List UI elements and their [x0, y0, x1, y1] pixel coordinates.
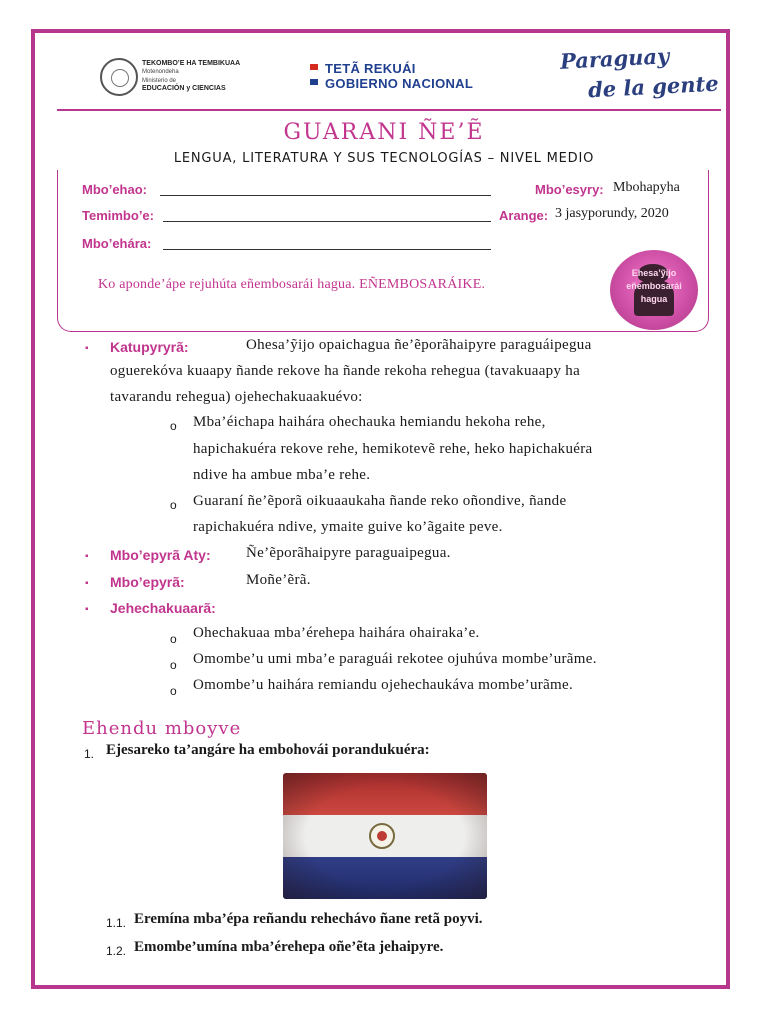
header-divider: [57, 109, 721, 111]
paraguay-flag-image: [283, 773, 487, 899]
badge-line3: hagua: [640, 294, 668, 304]
q1-number: 1.: [84, 747, 95, 761]
badge-line1: Ehesa’ỹijo: [631, 268, 677, 278]
date-label: Arange:: [499, 208, 549, 223]
teacher-label: Mbo’ehao:: [82, 182, 147, 197]
epyra-value: Moñe’ẽrã.: [246, 572, 311, 588]
flag-red-bar-icon: [310, 64, 318, 70]
ministry-name: TEKOMBO’E HA TEMBIKUAA: [142, 60, 241, 67]
katupyry-line1: Ohesa’ỹijo opaichagua ñe’ẽporãhaipyre paraguáipegua: [246, 337, 592, 353]
q12-number: 1.2.: [106, 944, 127, 958]
exercise-title: Ehendu mboyve: [82, 718, 242, 739]
jehecha-label: Jehechakuaarã:: [110, 600, 216, 616]
student-field[interactable]: [163, 221, 491, 222]
sub2-line1: Guaraní ñe’ẽporã oikuaaukaha ñande reko oñondive, ñande: [193, 493, 567, 509]
jehecha-item-1: Ohechakuaa mba’érehepa haihára ohairaka’e.: [193, 625, 480, 641]
grade-value: Mbohapyha: [613, 180, 680, 195]
ministry-logo: [100, 58, 280, 98]
q12-text: Emombe’umína mba’érehepa oñe’ẽta jehaipyre.: [134, 939, 444, 955]
instruction-text: Ko aponde’ápe rejuhúta eñembosarái hagua. EÑEMBOSARÁIKE.: [98, 277, 486, 292]
q11-text: Eremína mba’épa reñandu rehechávo ñane retã poyvi.: [134, 911, 483, 927]
katupyry-label: Katupyryrã:: [110, 339, 189, 355]
q1-text: Ejesareko ta’angáre ha embohovái porandukuéra:: [106, 742, 430, 758]
circle-bullet-icon: o: [170, 419, 177, 433]
flag-texture: [283, 773, 487, 899]
jehecha-item-3: Omombe’u haihára remiandu ojehechaukáva mombe’urãme.: [193, 677, 574, 693]
ministry-line1: Ministerio de: [142, 78, 177, 84]
school-field[interactable]: [163, 249, 491, 250]
q11-number: 1.1.: [106, 916, 127, 930]
teacher-field[interactable]: [160, 195, 491, 196]
paraguay-brand-logo: [559, 43, 720, 106]
sub2-line2: rapichakuéra ndive, ymaite guive ko’ãgaite peve.: [193, 519, 503, 535]
circle-bullet-icon: o: [170, 658, 177, 672]
grade-label: Mbo’esyry:: [535, 182, 604, 197]
aty-value: Ñe’ẽporãhaipyre paraguaipegua.: [246, 545, 451, 561]
circle-bullet-icon: o: [170, 632, 177, 646]
student-label: Temimbo’e:: [82, 208, 154, 223]
brand-line1: Paraguay: [559, 43, 670, 74]
bullet-icon: ▪: [85, 578, 89, 589]
page-title: GUARANI ÑE’Ẽ: [283, 120, 485, 145]
page-subtitle: LENGUA, LITERATURA Y SUS TECNOLOGÍAS – NIVEL MEDIO: [173, 151, 595, 166]
brand-line2: de la gente: [587, 70, 720, 103]
circle-bullet-icon: o: [170, 684, 177, 698]
sub1-line1: Mba’éichapa haihára ohechauka hemiandu hekoha rehe,: [193, 414, 546, 430]
sub1-line3: ndive ha ambue mba’e rehe.: [193, 467, 371, 483]
date-value: 3 jasyporundy, 2020: [555, 206, 669, 221]
flag-blue-bar-icon: [310, 79, 318, 85]
katupyry-line3: tavarandu rehegua) ojehechakuaakuévo:: [110, 389, 363, 405]
bullet-icon: ▪: [85, 551, 89, 562]
school-label: Mbo’ehára:: [82, 236, 152, 251]
jehecha-item-2: Omombe’u umi mba’e paraguái rekotee ojuhúva mombe’urãme.: [193, 651, 597, 667]
ministry-sub: Motenondeha: [142, 69, 179, 75]
ministry-line2: EDUCACIÓN y CIENCIAS: [142, 85, 226, 92]
sub1-line2: hapichakuéra rekove rehe, hemikotevẽ rehe, heko hapichakuéra: [193, 441, 593, 457]
gov-line2: GOBIERNO NACIONAL: [325, 76, 474, 91]
katupyry-line2: oguerekóva kuaapy ñande rekove ha ñande rekoha rehegua (tavakuaapy ha: [110, 363, 581, 379]
bullet-icon: ▪: [85, 343, 89, 354]
national-seal-icon: [100, 58, 138, 96]
aty-label: Mbo’epyrã Aty:: [110, 547, 211, 563]
gov-line1: TETÃ REKUÁI: [325, 61, 416, 76]
activity-badge: [610, 250, 698, 330]
bullet-icon: ▪: [85, 604, 89, 615]
circle-bullet-icon: o: [170, 498, 177, 512]
epyra-label: Mbo’epyrã:: [110, 574, 185, 590]
badge-line2: eñembosarái: [626, 281, 682, 291]
